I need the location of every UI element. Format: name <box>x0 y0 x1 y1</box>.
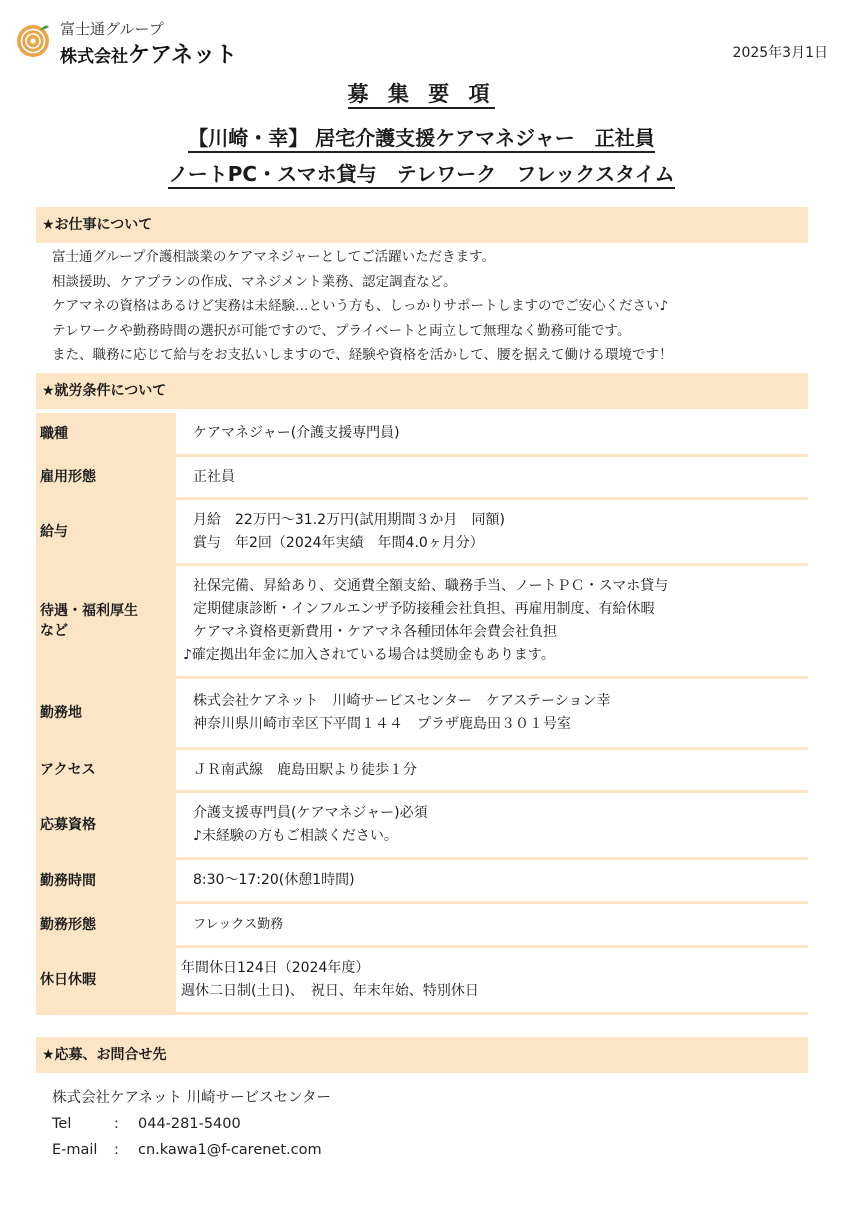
conditions-table <box>36 413 808 1015</box>
row-value <box>179 948 808 1012</box>
row-value <box>179 413 808 454</box>
row-value-line: 週休二日制(土日)、 祝日、年末年始、特別休日 <box>181 983 479 999</box>
logo-group-name: 富士通グループ <box>60 20 164 38</box>
headline-position <box>0 122 843 151</box>
headline-position-text: 【川崎・幸】 居宅介護支援ケアマネジャー 正社員 <box>188 126 655 153</box>
section-job-heading: ★お仕事について <box>36 207 808 243</box>
logo-company-main: ケアネット <box>128 43 238 68</box>
table-row-work-style <box>36 904 808 948</box>
tel-label: Tel <box>52 1116 72 1132</box>
row-label: アクセス <box>36 750 176 790</box>
table-row-benefits <box>36 566 808 679</box>
row-value-line: ♪確定拠出年金に加入されている場合は奨励金もあります。 <box>183 647 555 663</box>
row-value <box>179 457 808 497</box>
job-description-line: 相談援助、ケアプランの作成、マネジメント業務、認定調査など。 <box>52 273 457 290</box>
row-label: 給与 <box>36 500 176 563</box>
row-value-line: ＪＲ南武線 鹿島田駅より徒歩１分 <box>193 761 417 778</box>
job-description-line: テレワークや勤務時間の選択が可能ですので、プライベートと両立して無理なく勤務可能です。 <box>52 322 631 339</box>
contact-org: 株式会社ケアネット 川崎サービスセンター <box>52 1090 331 1106</box>
job-description-line: ケアマネの資格はあるけど実務は未経験…という方も、しっかりサポートしますのでご安心ください♪ <box>52 298 669 314</box>
table-row-qualifications <box>36 793 808 860</box>
table-row-salary <box>36 500 808 566</box>
row-value-line: 賞与 年2回（2024年実績 年間4.0ヶ月分） <box>193 534 484 551</box>
row-value-line: ケアマネジャー(介護支援専門員) <box>193 425 400 441</box>
row-value <box>179 566 808 676</box>
row-value <box>179 679 808 747</box>
row-value-line: 月給 22万円～31.2万円(試用期間３か月 同額) <box>193 511 505 528</box>
tree-ring-logo-icon <box>16 24 50 58</box>
row-value-line: 年間休日124日（2024年度） <box>181 960 370 976</box>
page-title-text: 募 集 要 項 <box>348 82 496 109</box>
table-row-location <box>36 679 808 750</box>
row-label: 勤務時間 <box>36 860 176 901</box>
row-value-line: 正社員 <box>193 468 235 485</box>
email-separator: : <box>114 1142 119 1158</box>
section-conditions-heading: ★就労条件について <box>36 373 808 409</box>
row-value <box>179 860 808 901</box>
tel-number[interactable]: 044-281-5400 <box>138 1116 241 1132</box>
page-title <box>0 78 843 108</box>
row-label: 待遇・福利厚生 など <box>36 566 176 676</box>
row-value-line: 神奈川県川崎市幸区下平間１４４ プラザ鹿島田３０１号室 <box>193 716 571 732</box>
row-value-line: 株式会社ケアネット 川崎サービスセンター ケアステーション幸 <box>193 693 611 709</box>
row-value-line: ♪未経験の方もご相談ください。 <box>193 828 398 844</box>
issue-date: 2025年3月1日 <box>732 45 828 61</box>
job-description <box>52 245 672 368</box>
email-label: E-mail <box>52 1142 98 1158</box>
row-label: 職種 <box>36 413 176 454</box>
row-label: 勤務形態 <box>36 904 176 945</box>
row-value <box>179 500 808 563</box>
headline-benefits <box>0 158 843 187</box>
row-label: 休日休暇 <box>36 948 176 1012</box>
row-value-line: フレックス勤務 <box>193 917 284 932</box>
section-contact-heading: ★応募、お問合せ先 <box>36 1037 808 1073</box>
contact-email-line <box>52 1137 331 1163</box>
job-description-line: また、職務に応じて給与をお支払いしますので、経験や資格を活かして、腰を据えて働ける環境です！ <box>52 347 673 363</box>
contact-tel-line <box>52 1111 331 1137</box>
row-value-line: 定期健康診断・インフルエンザ予防接種会社負担、再雇用制度、有給休暇 <box>193 601 655 617</box>
row-value-line: 8:30～17:20(休憩1時間) <box>193 872 355 888</box>
email-address[interactable]: cn.kawa1@f-carenet.com <box>138 1142 322 1158</box>
tel-separator: : <box>114 1116 119 1132</box>
row-value-line: 介護支援専門員(ケアマネジャー)必須 <box>193 805 428 821</box>
table-row-holidays <box>36 948 808 1015</box>
table-row-access <box>36 750 808 793</box>
table-row-job-type <box>36 413 808 457</box>
row-label: 雇用形態 <box>36 457 176 497</box>
headline-benefits-text: ノートPC・スマホ貸与 テレワーク フレックスタイム <box>168 162 674 189</box>
row-label: 勤務地 <box>36 679 176 747</box>
row-label: 応募資格 <box>36 793 176 857</box>
table-row-employment-type <box>36 457 808 500</box>
logo-company-prefix: 株式会社 <box>60 47 128 67</box>
row-value-line: ケアマネ資格更新費用・ケアマネ各種団体年会費会社負担 <box>193 624 557 640</box>
row-value-line: 社保完備、昇給あり、交通費全額支給、職務手当、ノートＰＣ・スマホ貸与 <box>193 578 669 594</box>
table-row-working-hours <box>36 860 808 904</box>
logo-company-name <box>60 38 237 69</box>
job-description-line: 富士通グループ介護相談業のケアマネジャーとしてご活躍いただきます。 <box>52 249 496 265</box>
row-value <box>179 750 808 790</box>
contact-info <box>52 1085 331 1163</box>
row-value <box>179 793 808 857</box>
row-value <box>179 904 808 945</box>
